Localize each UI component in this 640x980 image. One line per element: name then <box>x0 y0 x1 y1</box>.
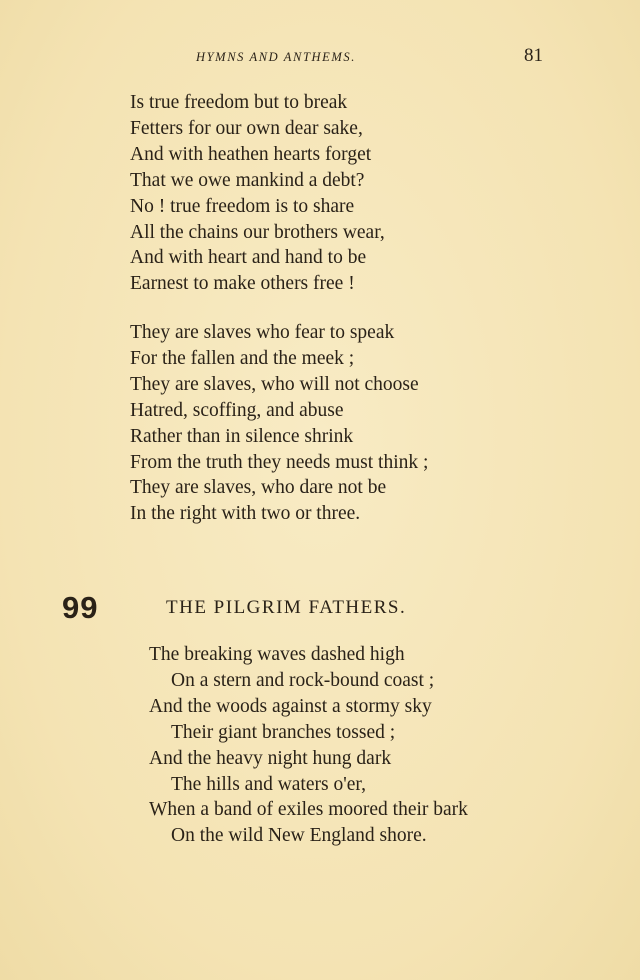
poem-line: All the chains our brothers wear, <box>130 221 385 243</box>
poem-line-indented: On a stern and rock-bound coast ; <box>171 669 435 691</box>
poem-line: And the heavy night hung dark <box>149 747 392 769</box>
hymn-title: THE PILGRIM FATHERS. <box>166 597 407 618</box>
stanza-1 <box>130 90 385 297</box>
poem-line: They are slaves, who will not choose <box>130 373 419 395</box>
poem-line-indented: Their giant branches tossed ; <box>171 721 396 743</box>
poem-line: Earnest to make others free ! <box>130 273 355 295</box>
poem-line: No ! true freedom is to share <box>130 195 355 217</box>
poem-line: Hatred, scoffing, and abuse <box>130 399 344 421</box>
poem-line: For the fallen and the meek ; <box>130 347 355 369</box>
poem-line: And with heathen hearts forget <box>130 143 372 165</box>
stanza-3 <box>149 642 468 849</box>
poem-line: When a band of exiles moored their bark <box>149 799 468 821</box>
poem-line: They are slaves who fear to speak <box>130 322 395 343</box>
poem-line: The breaking waves dashed high <box>149 644 405 665</box>
poem-line: They are slaves, who dare not be <box>130 477 387 499</box>
poem-line: From the truth they needs must think ; <box>130 451 429 473</box>
poem-line-indented: The hills and waters o'er, <box>171 773 366 795</box>
poem-line-indented: On the wild New England shore. <box>171 825 427 847</box>
running-head: HYMNS AND ANTHEMS. <box>196 50 356 64</box>
poem-line: That we owe mankind a debt? <box>130 169 365 191</box>
poem-line: And the woods against a stormy sky <box>149 695 432 717</box>
stanza-2 <box>130 320 428 527</box>
poem-line: Rather than in silence shrink <box>130 425 354 447</box>
hymn-number: 99 <box>62 590 99 625</box>
page-number: 81 <box>524 45 543 66</box>
poem-line: In the right with two or three. <box>130 503 361 525</box>
poem-line: Fetters for our own dear sake, <box>130 117 363 139</box>
poem-line: And with heart and hand to be <box>130 247 367 269</box>
poem-line: Is true freedom but to break <box>130 92 348 113</box>
